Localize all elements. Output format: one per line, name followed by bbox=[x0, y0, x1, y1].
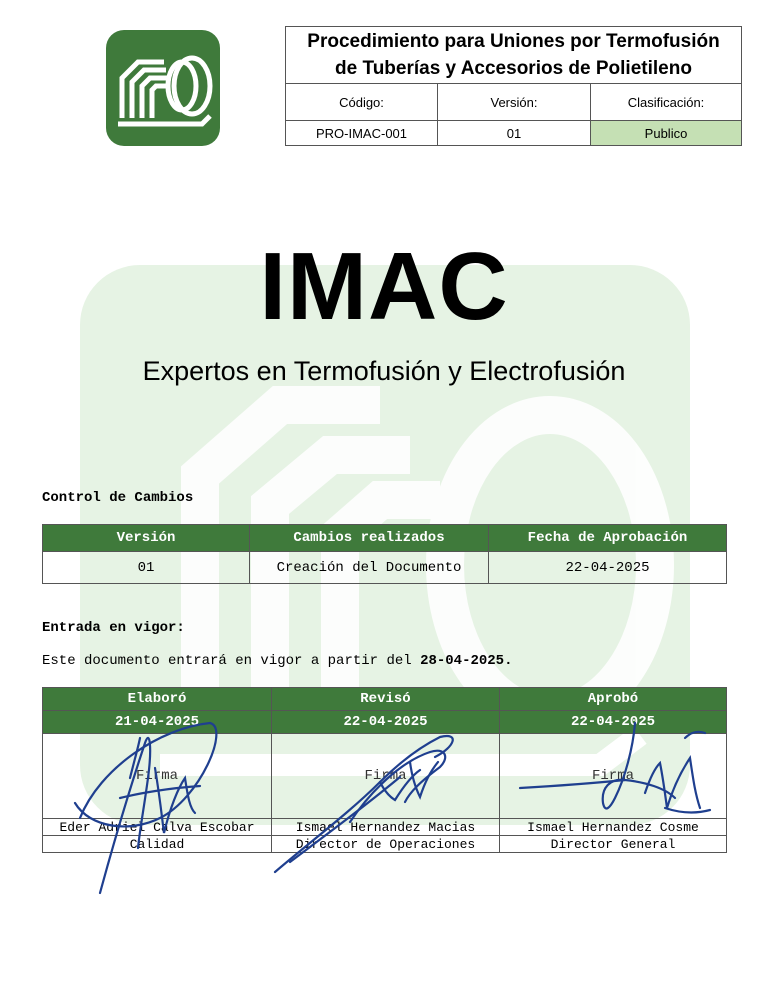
signature-box-aprobo: Firma bbox=[500, 734, 727, 819]
role-reviso: Revisó bbox=[272, 688, 500, 711]
table-cell: 01 bbox=[43, 552, 250, 584]
brand-tagline: Expertos en Termofusión y Electrofusión bbox=[142, 356, 626, 386]
name-aprobo: Ismael Hernandez Cosme bbox=[500, 819, 727, 836]
position-reviso: Director de Operaciones bbox=[272, 836, 500, 853]
role-aprobo: Aprobó bbox=[500, 688, 727, 711]
signature-scribble-reviso bbox=[270, 722, 470, 882]
date-reviso: 22-04-2025 bbox=[272, 711, 500, 734]
signature-box-reviso: Firma bbox=[272, 734, 500, 819]
entrada-vigor-text: Este documento entrará en vigor a partir del 28-04-2025. bbox=[42, 653, 513, 669]
role-elaboro: Elaboró bbox=[43, 688, 272, 711]
signature-scribble-elaboro bbox=[60, 708, 230, 898]
name-elaboro: Eder Adriel Calva Escobar bbox=[43, 819, 272, 836]
position-elaboro: Calidad bbox=[43, 836, 272, 853]
version-label: Versión: bbox=[438, 84, 591, 121]
version-value: 01 bbox=[438, 121, 591, 146]
control-cambios-table bbox=[42, 524, 727, 584]
clasificacion-label: Clasificación: bbox=[591, 84, 742, 121]
codigo-value: PRO-IMAC-001 bbox=[286, 121, 438, 146]
table-cell: 22-04-2025 bbox=[489, 552, 727, 584]
imac-logo-icon bbox=[106, 30, 220, 146]
document-title: Procedimiento para Uniones por Termofusión de Tuberías y Accesorios de Polietileno bbox=[286, 27, 742, 84]
entrada-vigor-date: 28-04-2025. bbox=[420, 653, 513, 669]
table-cell: Creación del Documento bbox=[250, 552, 489, 584]
brand-name: IMAC bbox=[259, 233, 509, 340]
date-elaboro: 21-04-2025 bbox=[43, 711, 272, 734]
header-table bbox=[285, 26, 742, 146]
position-aprobo: Director General bbox=[500, 836, 727, 853]
column-header: Cambios realizados bbox=[250, 525, 489, 552]
control-cambios-title: Control de Cambios bbox=[42, 490, 194, 506]
signature-box-elaboro: Firma bbox=[43, 734, 272, 819]
date-aprobo: 22-04-2025 bbox=[500, 711, 727, 734]
column-header: Versión bbox=[43, 525, 250, 552]
table-row bbox=[43, 552, 727, 584]
entrada-vigor-title: Entrada en vigor: bbox=[42, 620, 185, 636]
signature-scribble-aprobo bbox=[515, 718, 715, 828]
clasificacion-value: Publico bbox=[591, 121, 742, 146]
column-header: Fecha de Aprobación bbox=[489, 525, 727, 552]
name-reviso: Ismael Hernandez Macias bbox=[272, 819, 500, 836]
codigo-label: Código: bbox=[286, 84, 438, 121]
